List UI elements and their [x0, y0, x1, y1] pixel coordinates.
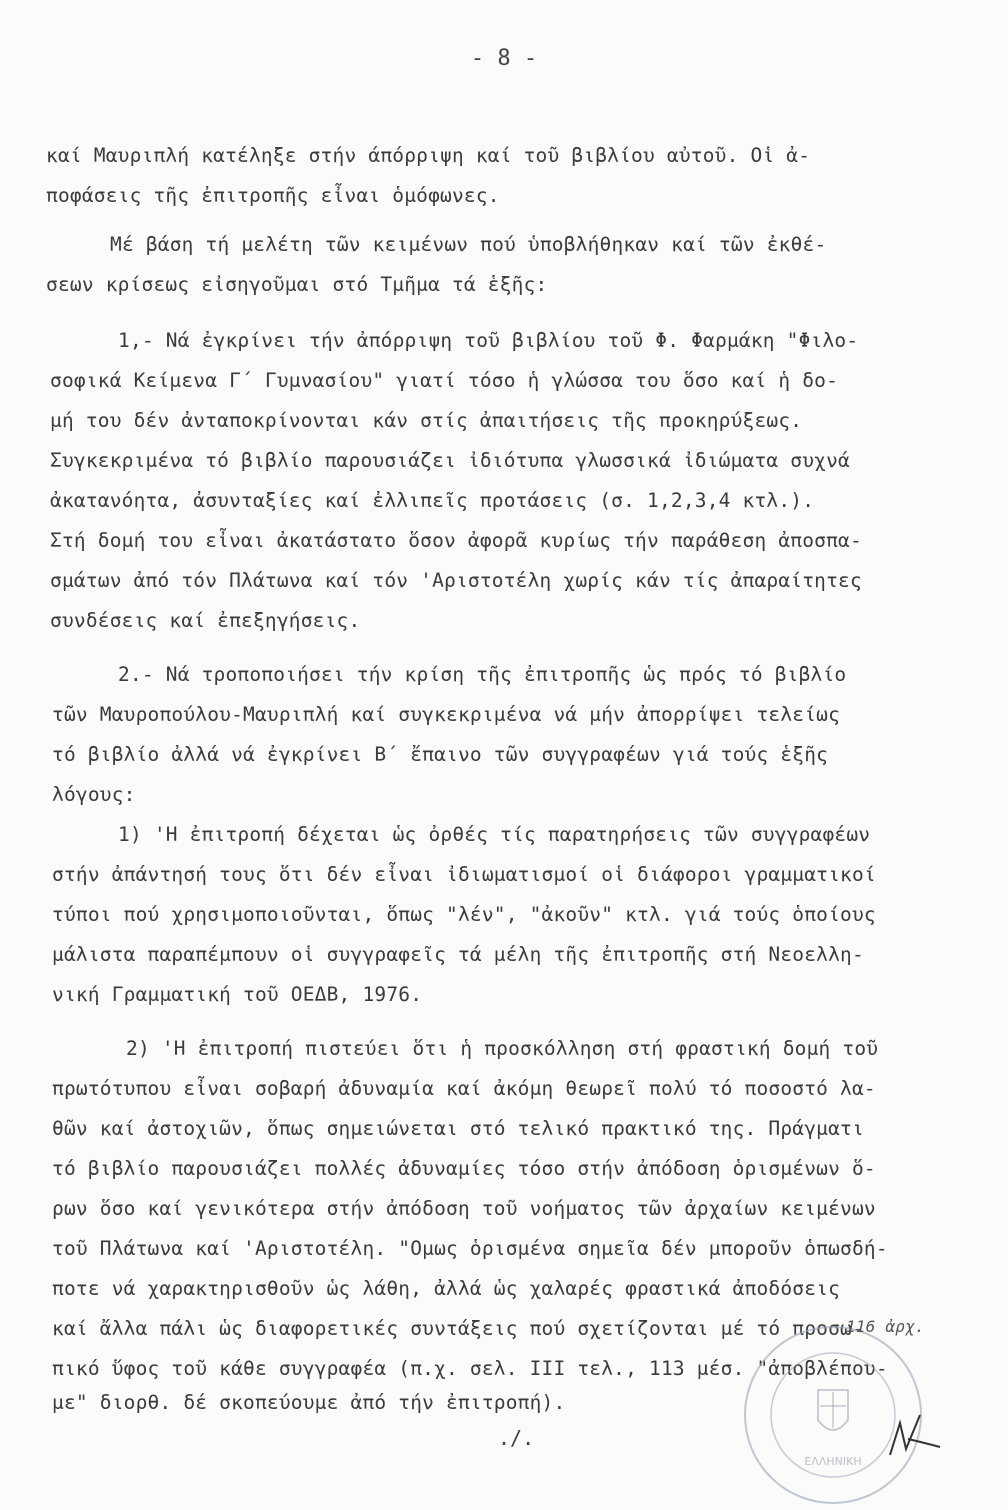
svg-text:ΕΛΛΗΝΙΚΗ: ΕΛΛΗΝΙΚΗ [804, 1455, 862, 1468]
text-line: λόγους: [52, 783, 136, 806]
text-line: πρωτότυπου εἶναι σοβαρή ἀδυναμία καί ἀκόμη θεωρεῖ πολύ τό ποσοστό λα- [52, 1077, 876, 1100]
text-line: τοῦ Πλάτωνα καί 'Αριστοτέλη. "Ομως ὁρισμένα σημεῖα δέν μποροῦν ὁπωσδή- [52, 1237, 888, 1260]
text-line: πικό ὕφος τοῦ κάθε συγγραφέα (π.χ. σελ. III τελ., 113 μέσ. "ἀποβλέπου- [52, 1357, 888, 1380]
text-line: με" διορθ. δέ σκοπεύουμε ἀπό τήν ἐπιτροπή). [52, 1391, 566, 1414]
text-line: 2) 'Η ἐπιτροπή πιστεύει ὅτι ἡ προσκόλληση στή φραστική δομή τοῦ [126, 1037, 879, 1060]
text-line: καί ἄλλα πάλι ὡς διαφορετικές συντάξεις πού σχετίζονται μέ τό προσω- [52, 1317, 864, 1340]
text-line: ποτε νά χαρακτηρισθοῦν ὡς λάθη, ἀλλά ὡς χαλαρές φραστικά ἀποδόσεις [52, 1277, 841, 1300]
continuation-mark: ./. [498, 1426, 535, 1450]
text-line: 1,- Νά ἐγκρίνει τήν ἀπόρριψη τοῦ βιβλίου τοῦ Φ. Φαρμάκη "Φιλο- [118, 329, 859, 352]
text-line: σμάτων ἀπό τόν Πλάτωνα καί τόν 'Αριστοτέλη χωρίς κάν τίς ἀπαραίτητες [50, 569, 862, 592]
text-line: ἀκατανόητα, ἀσυνταξίες καί ἐλλιπεῖς προτάσεις (σ. 1,2,3,4 κτλ.). [50, 489, 815, 512]
text-line: συνδέσεις καί ἐπεξηγήσεις. [50, 609, 361, 632]
page-number: - 8 - [470, 46, 538, 71]
text-line: Μέ βάση τή μελέτη τῶν κειμένων πού ὑποβλήθηκαν καί τῶν ἐκθέ- [110, 233, 827, 256]
text-line: θῶν καί ἀστοχιῶν, ὅπως σημειώνεται στό τελικό πρακτικό της. Πράγματι [52, 1117, 864, 1140]
text-line: ρων ὅσο καί γενικότερα στήν ἀπόδοση τοῦ νοήματος τῶν ἀρχαίων κειμένων [52, 1197, 876, 1220]
text-line: στήν ἀπάντησή τους ὅτι δέν εἶναι ἰδιωματισμοί οἱ διάφοροι γραμματικοί [52, 863, 876, 886]
text-line: τό βιβλίο παρουσιάζει πολλές ἀδυναμίες τόσο στήν ἀπόδοση ὁρισμένων ὅ- [52, 1157, 876, 1180]
text-line: καί Μαυριπλή κατέληξε στήν άπόρριψη καί τοῦ βιβλίου αὐτοῦ. Οἱ ἀ- [46, 144, 811, 167]
text-line: σεων κρίσεως εἰσηγοῦμαι στό Τμῆμα τά ἑξῆς: [46, 273, 548, 296]
text-line: τύποι πού χρησιμοποιοῦνται, ὅπως "λέν", "ἀκοῦν" κτλ. γιά τούς ὁποίους [52, 903, 876, 926]
text-line: ποφάσεις τῆς ἐπιτροπῆς εἶναι ὁμόφωνες. [46, 184, 500, 207]
text-line: μή του δέν ἀνταποκρίνονται κάν στίς ἀπαιτήσεις τῆς προκηρύξεως. [50, 409, 803, 432]
signature [880, 1405, 950, 1465]
text-line: μάλιστα παραπέμπουν οἱ συγγραφεῖς τά μέλη τῆς ἐπιτροπῆς στή Νεοελλη- [52, 943, 864, 966]
text-line: 1) 'Η ἐπιτροπή δέχεται ὡς ὀρθές τίς παρατηρήσεις τῶν συγγραφέων [118, 823, 871, 846]
text-line: νική Γραμματική τοῦ ΟΕΔΒ, 1976. [52, 983, 423, 1006]
text-line: Στή δομή του εἶναι ἀκατάστατο ὅσον ἀφορᾶ κυρίως τήν παράθεση ἀποσπα- [50, 529, 862, 552]
handwritten-note: 116 ἀρχ. [846, 1317, 925, 1336]
text-line: τό βιβλίο ἀλλά νά ἐγκρίνει Β΄ ἔπαινο τῶν συγγραφέων γιά τούς ἑξῆς [52, 743, 829, 766]
text-line: σοφικά Κείμενα Γ΄ Γυμνασίου" γιατί τόσο ἡ γλώσσα του ὅσο καί ἡ δο- [50, 369, 839, 392]
text-line: τῶν Μαυροπούλου-Μαυριπλή καί συγκεκριμένα νά μήν ἀπορρίψει τελείως [52, 703, 841, 726]
text-line: Συγκεκριμένα τό βιβλίο παρουσιάζει ἰδιότυπα γλωσσικά ἰδιώματα συχνά [50, 449, 850, 472]
text-line: 2.- Νά τροποποιήσει τήν κρίση τῆς ἐπιτροπῆς ὡς πρός τό βιβλίο [118, 663, 847, 686]
